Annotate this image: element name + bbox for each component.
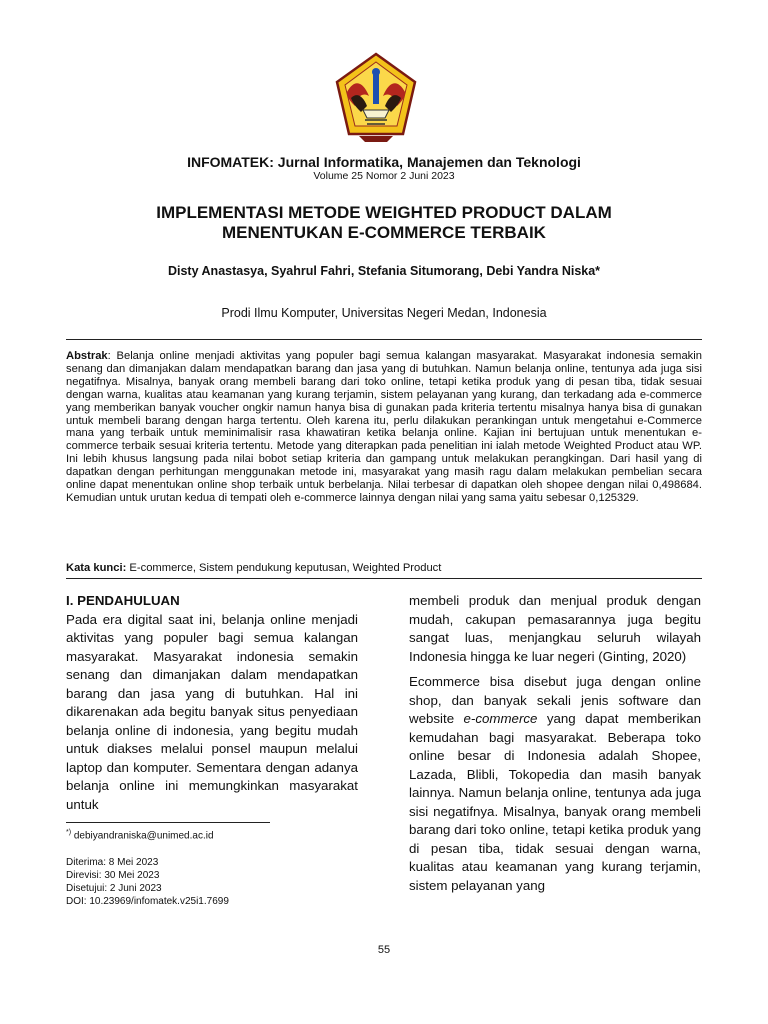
footnote-divider — [66, 822, 270, 823]
keywords-text: E-commerce, Sistem pendukung keputusan, Weighted Product — [126, 562, 442, 574]
footnote — [66, 829, 214, 841]
university-emblem-icon — [333, 52, 419, 144]
right-p2-italic: e-commerce — [463, 711, 538, 726]
date-received: Diterima: 8 Mei 2023 — [66, 857, 159, 868]
paper-title-line2: MENENTUKAN E-COMMERCE TERBAIK — [222, 223, 546, 242]
abstract-text: : Belanja online menjadi aktivitas yang populer bagi semua kalangan masyarakat. Masyarakat indonesia semakin senang dan dimanjakan dalam mendapatkan barang dan jasa yang di butuhkan. Namun belanja online, tentunya ada juga sisi negatifnya. Misalnya, banyak orang membeli barang dari toko online, tetapi ketika produk yang di pesan tiba, tidak sesuai dengan warna, kualitas atau keamanan yang kurang terjamin, sistem pelayanan yang kurang, dan terkadang ada e-commerce yang memberikan banyak voucher ongkir namun hanya bisa di gunakan pada kriteria tertentu misalnya hanya bisa di gunakan untuk membeli barang dengan harga tertentu. Oleh karena itu, perlu dilakukan perankingan untuk mengetahui e-Commerce mana yang terbaik untuk meminimalisir rasa khawatiran ketika belanja online. Kajian ini bertujuan untuk menentukan e-commerce terbaik sesuai kriteria tertentu. Metode yang diterapkan pada penelitian ini ialah metode Weighted Product atau WP. Ini lebih khusus langsung pada nilai bobot setiap kriteria dan gampang untuk melakukan perangkingan. Dari hasil yang di dapatkan dengan perhitungan menggunakan metode ini, masyarakat yang masih ragu dalam melakukan pembelian secara online dapat menentukan online shop terbaik untuk berbelanja. Nilai terbesar di dapatkan oleh shopee dengan nilai 0,498684. Kemudian untuk urutan kedua di tempati oleh e-commerce lainnya dengan nilai yang sama yaitu sebesar 0,125329. — [66, 350, 702, 504]
right-paragraph-1: membeli produk dan menjual produk dengan mudah, cakupan pemasarannya juga begitu sangat luas, menjangkau seluruh wilayah Indonesia hingga ke luar negeri (Ginting, 2020) — [409, 593, 701, 664]
abstract — [66, 350, 702, 505]
date-revised: Direvisi: 30 Mei 2023 — [66, 870, 160, 881]
date-accepted: Disetujui: 2 Juni 2023 — [66, 883, 162, 894]
paper-title-line1: IMPLEMENTASI METODE WEIGHTED PRODUCT DALAM — [156, 203, 612, 222]
left-column-text: Pada era digital saat ini, belanja online menjadi aktivitas yang populer bagi semua kalangan masyarakat. Masyarakat indonesia semakin senang dan dimanjakan dalam mendapatkan barang dan jasa yang di butuhkan. Hal ini dikarenakan ada begitu banyak situs penyediaan belanja online di indonesia, yang begitu mudah untuk diakses melalui ponsel maupun melalui laptop dan komputer. Sementara dengan adanya belanja online ini memungkinkan masyarakat untuk — [66, 611, 358, 812]
keywords-label: Kata kunci: — [66, 562, 127, 574]
page-number: 55 — [377, 944, 391, 956]
right-p2-part-a: Ecommerce bisa disebut juga dengan online shop, dan banyak sekali jenis software dan website — [409, 674, 701, 726]
journal-subtitle: : Jurnal Informatika, Manajemen dan Teknologi — [269, 154, 581, 170]
journal-name: INFOMATEK — [187, 154, 270, 170]
paper-title — [80, 203, 688, 243]
abstract-label: Abstrak — [66, 350, 108, 362]
footnote-email: debiyandraniska@unimed.ac.id — [73, 830, 214, 842]
section-heading: I. PENDAHULUAN — [66, 593, 180, 608]
journal-header — [0, 154, 768, 170]
keywords — [66, 562, 702, 574]
divider-bottom — [66, 578, 702, 579]
author-list: Disty Anastasya, Syahrul Fahri, Stefania Situmorang, Debi Yandra Niska* — [167, 264, 601, 278]
right-column — [409, 592, 701, 895]
doi: DOI: 10.23969/infomatek.v25i1.7699 — [66, 896, 229, 907]
divider-top — [66, 339, 702, 340]
footnote-mark: *) — [66, 829, 72, 836]
right-paragraph-2 — [409, 673, 701, 895]
affiliation: Prodi Ilmu Komputer, Universitas Negeri Medan, Indonesia — [221, 306, 547, 320]
left-column — [66, 592, 358, 814]
right-p2-part-b: yang dapat memberikan kemudahan bagi masyarakat. Beberapa toko online besar di Indonesia adalah Shopee, Lazada, Blibli, Tokopedia dan masih banyak lainnya. Namun belanja online, tentunya ada juga sisi negatifnya. Misalnya, banyak orang membeli barang dari toko online, tetapi ketika produk yang di pesan tiba, tidak sesuai dengan warna, kualitas atau keamanan yang kurang terjamin, sistem pelayanan yang — [409, 711, 701, 893]
volume-info: Volume 25 Nomor 2 Juni 2023 — [313, 170, 455, 182]
publication-dates — [66, 856, 229, 908]
